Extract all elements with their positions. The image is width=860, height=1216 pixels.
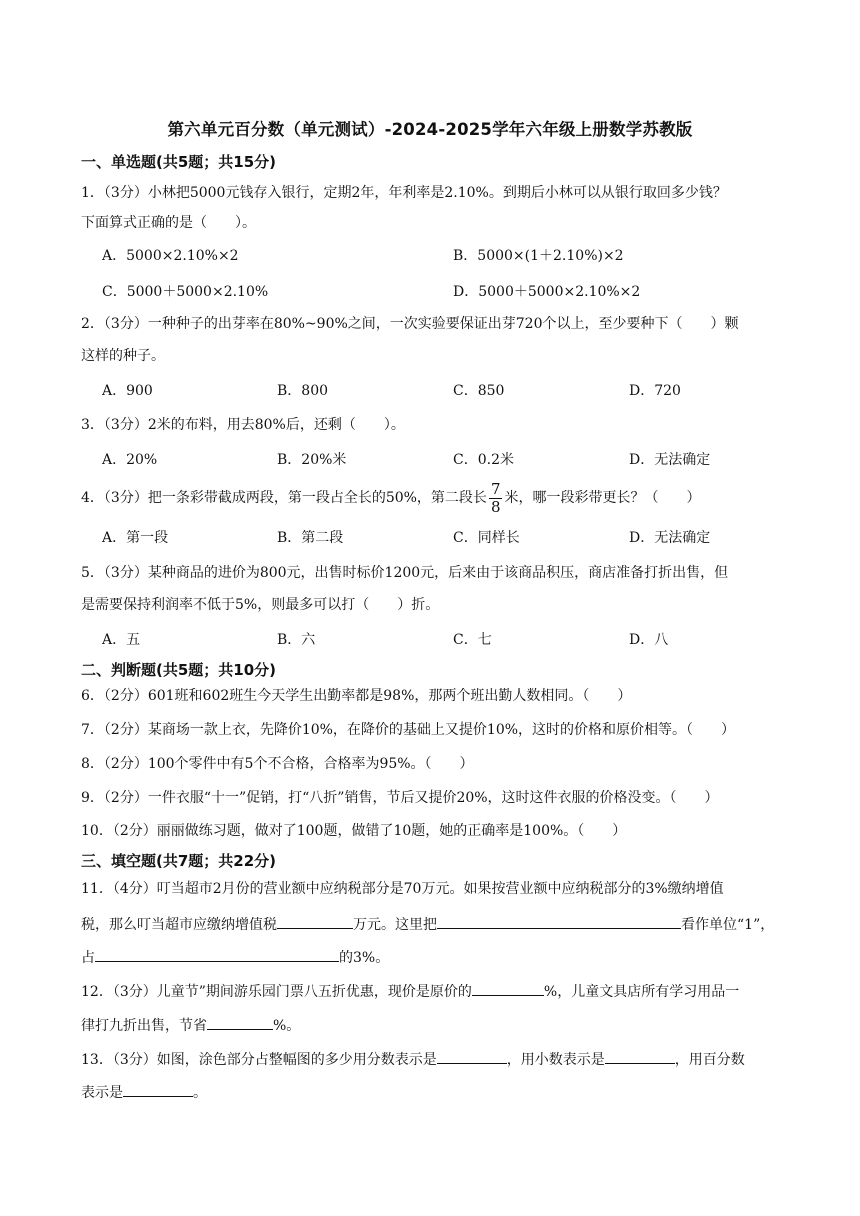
q2-option-a: A．900 — [102, 383, 153, 399]
q1-option-b: B．5000×(1＋2.10%)×2 — [453, 248, 624, 264]
q11-text-b: 万元。这里把 — [353, 917, 437, 933]
question-13-text-cont — [81, 1081, 810, 1103]
q4-option-c: C．同样长 — [453, 530, 520, 546]
q11-text-c: 看作单位“1”， — [681, 917, 775, 933]
q13-text-b: ，用小数表示是 — [506, 1052, 605, 1068]
q5-option-b: B．六 — [277, 632, 316, 648]
q13-text-e: 。 — [193, 1085, 207, 1101]
question-11-text-cont — [81, 913, 810, 935]
q12-text-d: %。 — [273, 1018, 301, 1034]
question-8-text: 8．（2分）100个零件中有5个不合格，合格率为95%。（ ） — [81, 756, 474, 772]
q2-option-b: B．800 — [277, 383, 329, 399]
question-1-text: 1．（3分）小林把5000元钱存入银行，定期2年，年利率是2.10%。到期后小林可以从银行取回多少钱？ — [81, 185, 727, 201]
q1-option-a: A．5000×2.10%×2 — [102, 248, 239, 264]
question-4-text-pre: 4．（3分）把一条彩带截成两段，第一段占全长的50%，第二段长 — [81, 490, 487, 506]
q11-text-d: 占 — [81, 950, 95, 966]
question-12-text — [81, 980, 810, 1002]
question-9-text: 9．（2分）一件衣服“十一”促销，打“八折”销售，节后又提价20%，这时这件衣服的价格没变。（ ） — [81, 790, 719, 806]
q3-option-c: C．0.2米 — [453, 452, 514, 468]
q4-option-b: B．第二段 — [277, 530, 344, 546]
q11-text-e: 的3%。 — [339, 950, 390, 966]
question-11-text-cont2 — [81, 946, 810, 968]
q2-option-d: D．720 — [629, 383, 681, 399]
q3-option-d: D．无法确定 — [629, 452, 711, 468]
answer-blank-tax[interactable] — [277, 913, 353, 929]
q13-text-c: ，用百分数 — [674, 1052, 745, 1068]
section-heading-true-false: 二、判断题(共5题；共10分) — [81, 661, 277, 679]
q5-option-d: D．八 — [629, 632, 669, 648]
answer-blank-percent[interactable] — [123, 1081, 193, 1097]
question-4-text-post: 米，哪一段彩带更长？（ ） — [504, 490, 701, 506]
fraction-numerator: 7 — [490, 479, 501, 498]
answer-blank-saving[interactable] — [207, 1014, 273, 1030]
question-7-text: 7．（2分）某商场一款上衣，先降价10%，在降价的基础上又提价10%，这时的价格和原价相等。（ ） — [81, 722, 736, 738]
q5-option-c: C．七 — [453, 632, 492, 648]
q11-text-a: 税，那么叮当超市应缴纳增值税 — [81, 917, 277, 933]
q12-text-b: %，儿童文具店所有学习用品一 — [543, 984, 740, 1000]
answer-blank-fraction[interactable] — [437, 1048, 507, 1064]
q3-option-b: B．20%米 — [277, 452, 347, 468]
page-title: 第六单元百分数（单元测试）-2024-2025学年六年级上册数学苏教版 — [167, 120, 693, 139]
fraction-denominator: 8 — [490, 497, 501, 516]
question-5-text: 5．（3分）某种商品的进价为800元，出售时标价1200元，后来由于该商品积压，商店准备打折出售，但 — [81, 565, 729, 581]
question-3-text: 3．（3分）2米的布料，用去80%后，还剩（ ）。 — [81, 417, 405, 433]
answer-blank-decimal[interactable] — [605, 1048, 675, 1064]
q1-option-d: D．5000＋5000×2.10%×2 — [453, 284, 641, 300]
q3-option-a: A．20% — [102, 452, 158, 468]
question-2-text-cont: 这样的种子。 — [81, 348, 165, 364]
question-13-text — [81, 1048, 810, 1070]
question-11-text: 11．（4分）叮当超市2月份的营业额中应纳税部分是70万元。如果按营业额中应纳税部分的3%缴纳增值 — [81, 881, 724, 897]
question-6-text: 6．（2分）601班和602班生今天学生出勤率都是98%，那两个班出勤人数相同。（ ） — [81, 688, 632, 704]
q5-option-a: A．五 — [102, 632, 141, 648]
answer-blank-unit-one[interactable] — [437, 913, 681, 929]
q12-text-c: 律打九折出售，节省 — [81, 1018, 207, 1034]
question-4-text — [81, 478, 810, 518]
q1-option-c: C．5000＋5000×2.10% — [102, 284, 269, 300]
q4-option-d: D．无法确定 — [629, 530, 711, 546]
question-5-text-cont: 是需要保持利润率不低于5%，则最多可以打（ ）折。 — [81, 597, 440, 613]
q12-text-a: 12．（3分）儿童节”期间游乐园门票八五折优惠，现价是原价的 — [81, 984, 472, 1000]
section-heading-single-choice: 一、单选题(共5题；共15分) — [81, 153, 277, 171]
answer-blank-percent-of-original[interactable] — [472, 980, 544, 996]
q2-option-c: C．850 — [453, 383, 505, 399]
question-12-text-cont — [81, 1014, 810, 1036]
question-1-text-cont: 下面算式正确的是（ ）。 — [81, 215, 256, 231]
q4-option-a: A．第一段 — [102, 530, 169, 546]
q13-text-a: 13．（3分）如图，涂色部分占整幅图的多少用分数表示是 — [81, 1052, 437, 1068]
fraction-seven-eighths — [489, 481, 503, 516]
section-heading-fill-in: 三、填空题(共7题；共22分) — [81, 852, 277, 870]
answer-blank-portion[interactable] — [95, 946, 339, 962]
question-2-text: 2．（3分）一种种子的出芽率在80%~90%之间，一次实验要保证出芽720个以上，至少要种下（ ）颗 — [81, 316, 739, 332]
question-10-text: 10．（2分）丽丽做练习题，做对了100题，做错了10题，她的正确率是100%。（ ） — [81, 823, 627, 839]
q13-text-d: 表示是 — [81, 1085, 123, 1101]
